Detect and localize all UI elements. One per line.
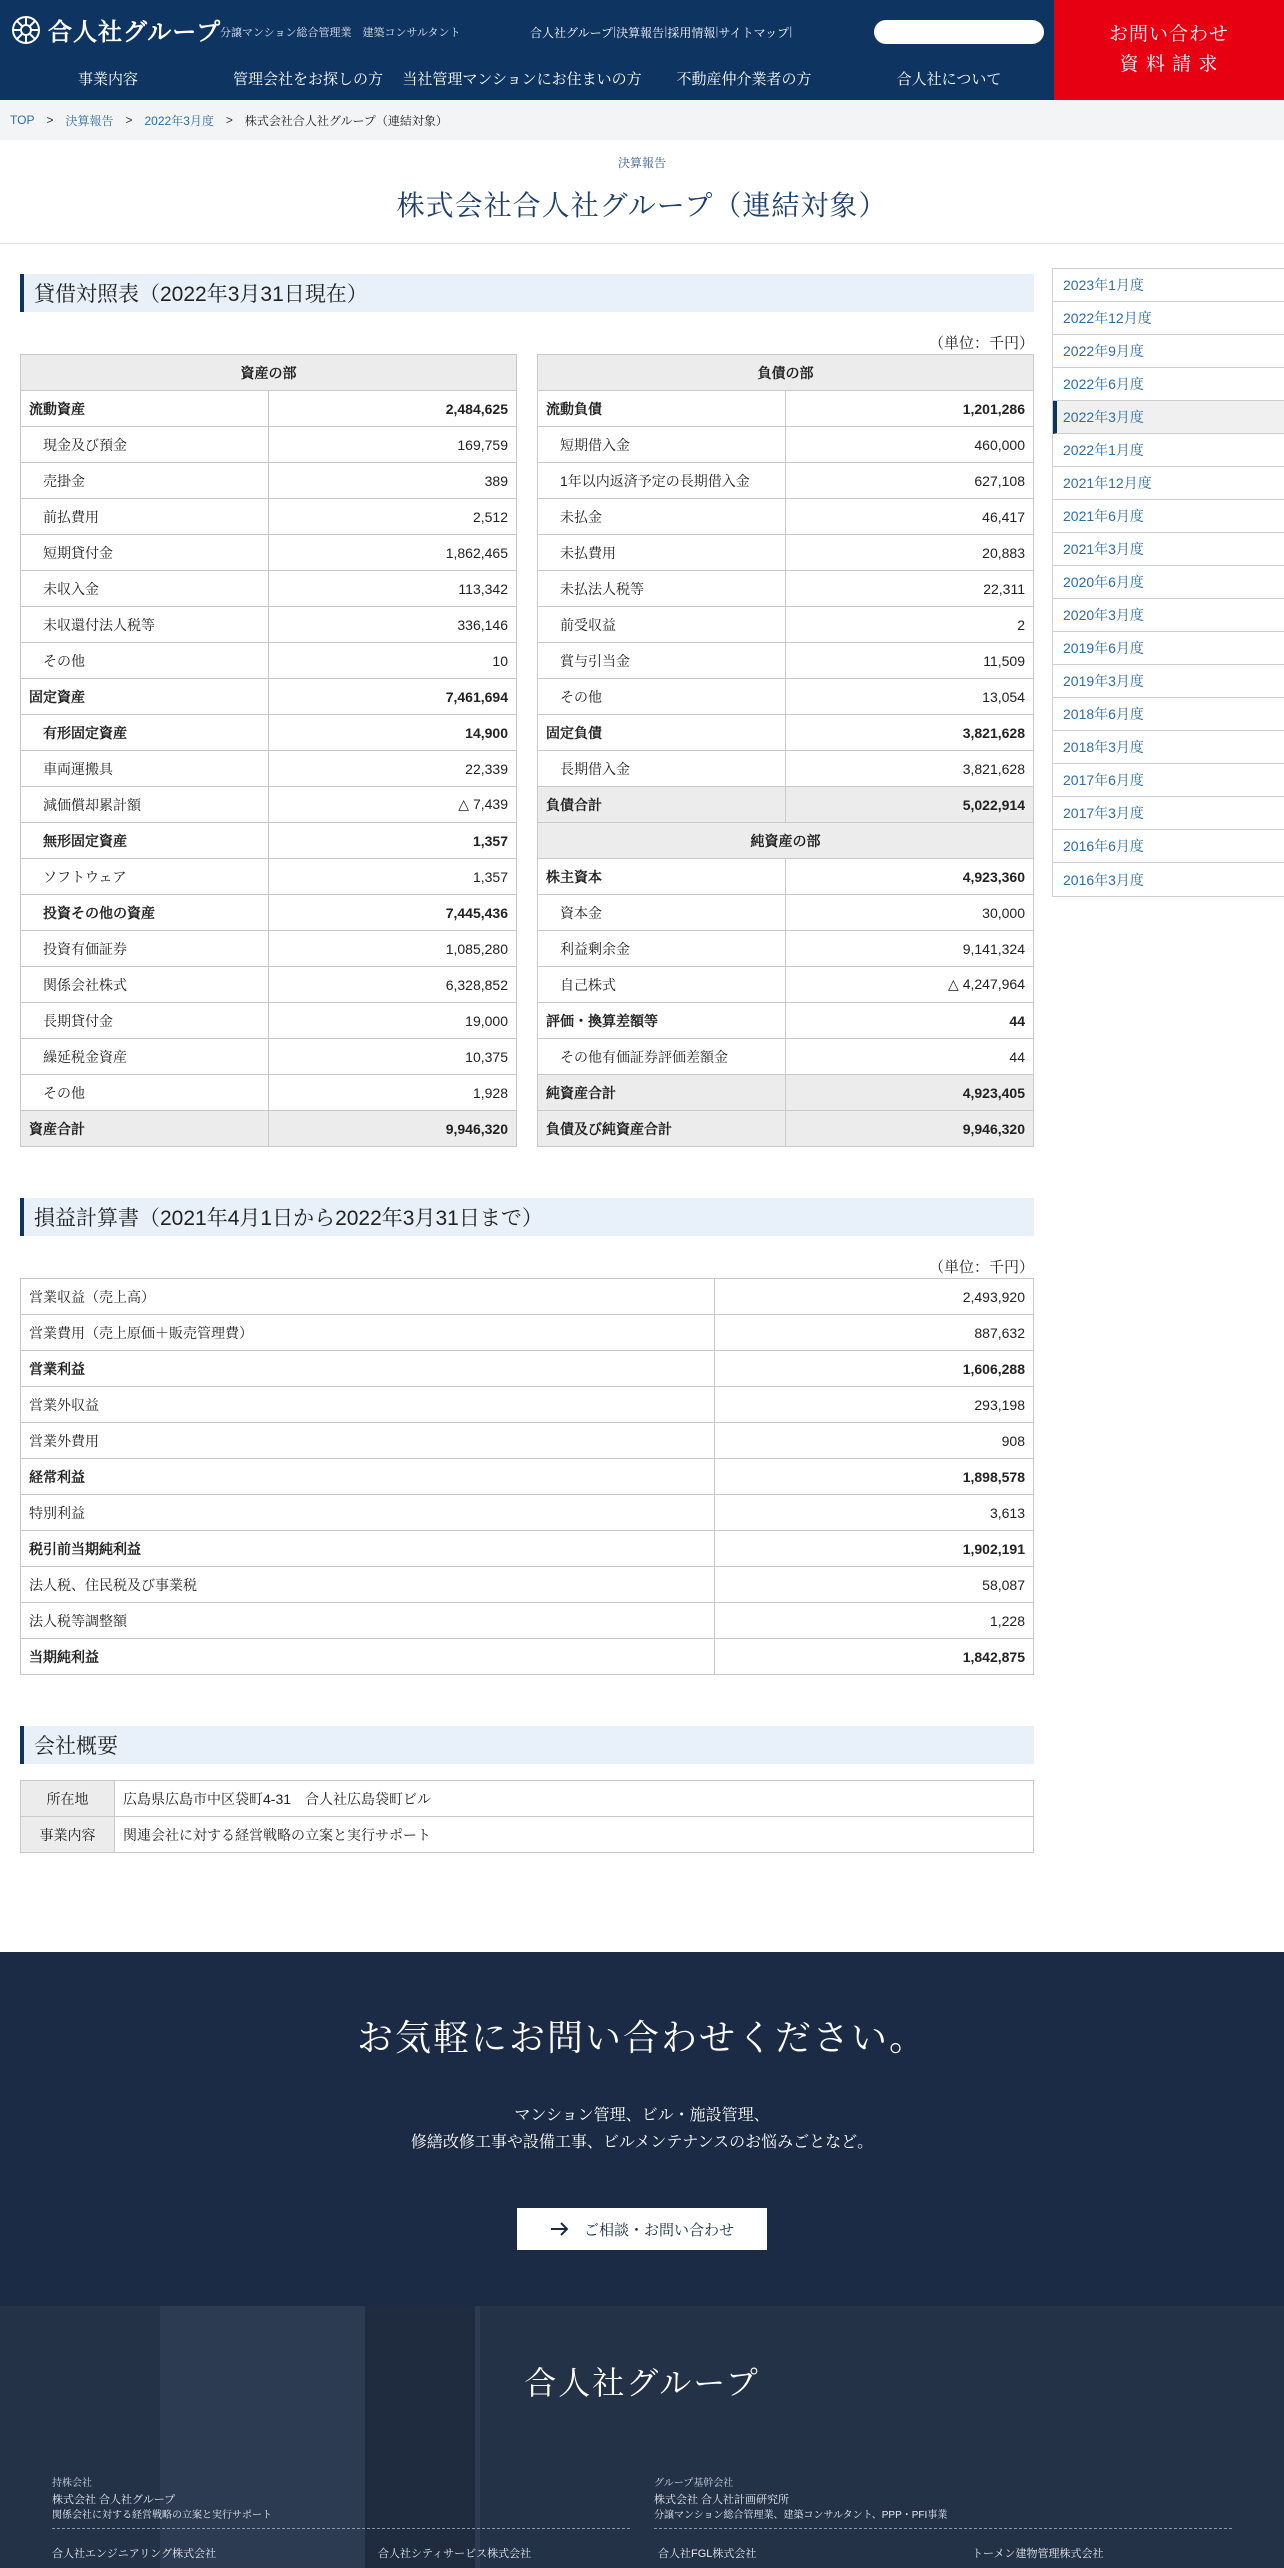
- row-label: 未収還付法人税等: [21, 607, 269, 643]
- row-label: 関係会社株式: [21, 967, 269, 1003]
- arrow-right-icon: [550, 2222, 570, 2236]
- row-label: 短期貸付金: [21, 535, 269, 571]
- balance-sheet-unit: （単位：千円）: [928, 335, 1034, 352]
- holding-name: 株式会社 合人社グループ: [52, 2494, 176, 2506]
- table-row: [21, 715, 517, 751]
- footer-company-1[interactable]: 合人社エンジニアリング株式会社: [52, 2548, 217, 2560]
- search-input[interactable]: [874, 20, 1044, 44]
- row-label: 法人税等調整額: [21, 1603, 715, 1639]
- row-label: 税引前当期純利益: [21, 1531, 715, 1567]
- row-value: 293,198: [715, 1387, 1034, 1423]
- row-label: ソフトウェア: [21, 859, 269, 895]
- topnav-separator: |: [715, 24, 719, 38]
- table-row: [538, 1075, 1034, 1111]
- row-value: 10: [269, 643, 517, 679]
- topnav-separator: |: [664, 24, 668, 38]
- nav-find-management[interactable]: 管理会社をお探しの方: [232, 70, 383, 88]
- sidebar-item-period[interactable]: 2017年3月度: [1053, 797, 1284, 830]
- table-row: [21, 1003, 517, 1039]
- row-label: 賞与引当金: [538, 643, 786, 679]
- footer-title: 合人社グループ: [524, 2365, 760, 2401]
- table-row: [538, 931, 1034, 967]
- row-value: 1,201,286: [786, 391, 1034, 427]
- breadcrumb-top[interactable]: TOP: [10, 113, 35, 127]
- table-header: 負債の部: [538, 355, 1034, 391]
- table-row: [21, 859, 517, 895]
- table-row: [538, 859, 1034, 895]
- row-value: 13,054: [786, 679, 1034, 715]
- table-row: [21, 607, 517, 643]
- row-value: 4,923,360: [786, 859, 1034, 895]
- research-name: 株式会社 合人社計画研究所: [654, 2494, 790, 2506]
- row-value: △ 7,439: [269, 787, 517, 823]
- table-header: 資産の部: [21, 355, 517, 391]
- table-row: [21, 751, 517, 787]
- row-label: 流動資産: [21, 391, 269, 427]
- row-label: 評価・換算差額等: [538, 1003, 786, 1039]
- company-overview-heading: 会社概要: [20, 1726, 1034, 1764]
- consult-contact-label: ご相談・お問い合わせ: [583, 2221, 734, 2239]
- table-row: [21, 823, 517, 859]
- nav-realtors[interactable]: 不動産仲介業者の方: [676, 70, 812, 88]
- sidebar-item-period[interactable]: 2022年6月度: [1053, 368, 1284, 401]
- row-label: 固定負債: [538, 715, 786, 751]
- row-label: 流動負債: [538, 391, 786, 427]
- row-value: 5,022,914: [786, 787, 1034, 823]
- table-row: [21, 1639, 1034, 1675]
- table-row: [538, 751, 1034, 787]
- main-nav: [0, 62, 1054, 94]
- table-row: [21, 1531, 1034, 1567]
- breadcrumb-reports[interactable]: 決算報告: [65, 113, 114, 128]
- sidebar-item-period[interactable]: 2021年3月度: [1053, 533, 1284, 566]
- sidebar-item-period[interactable]: 2018年3月度: [1053, 731, 1284, 764]
- row-value: 1,606,288: [715, 1351, 1034, 1387]
- row-value: 14,900: [269, 715, 517, 751]
- consult-contact-button[interactable]: [517, 2208, 767, 2250]
- site-footer: [0, 2306, 1284, 2568]
- income-statement-table: [20, 1278, 1034, 1675]
- row-value: 44: [786, 1039, 1034, 1075]
- sidebar-item-period[interactable]: 2022年9月度: [1053, 335, 1284, 368]
- nav-about[interactable]: 合人社について: [896, 70, 1002, 88]
- row-label: その他有価証券評価差額金: [538, 1039, 786, 1075]
- income-statement-unit: （単位：千円）: [928, 1259, 1034, 1276]
- row-label: 投資その他の資産: [21, 895, 269, 931]
- topnav-separator: |: [613, 24, 617, 38]
- cta-heading: お気軽にお問い合わせください。: [356, 2017, 927, 2058]
- table-row: [538, 1003, 1034, 1039]
- footer-holding-company[interactable]: [52, 2476, 272, 2524]
- row-label: 自己株式: [538, 967, 786, 1003]
- sidebar-item-period[interactable]: 2019年6月度: [1053, 632, 1284, 665]
- row-label: 長期貸付金: [21, 1003, 269, 1039]
- contact-label: お問い合わせ: [1108, 24, 1229, 45]
- topnav-financial-report[interactable]: 決算報告: [616, 26, 665, 40]
- row-label: その他: [21, 1075, 269, 1111]
- breadcrumb: [0, 100, 1284, 140]
- row-value: 389: [269, 463, 517, 499]
- table-row: [21, 1315, 1034, 1351]
- page-title-area: [0, 140, 1284, 244]
- footer-company-2[interactable]: 合人社シティサービス株式会社: [378, 2548, 532, 2560]
- row-value: 1,928: [269, 1075, 517, 1111]
- row-value: 3,821,628: [786, 751, 1034, 787]
- topnav-group[interactable]: 合人社グループ: [530, 26, 614, 40]
- row-label: 投資有価証券: [21, 931, 269, 967]
- brochure-label: 資 料 請 求: [1119, 54, 1219, 75]
- company-value: 広島県広島市中区袋町4-31 合人社広島袋町ビル: [115, 1781, 1034, 1817]
- row-label: 利益剰余金: [538, 931, 786, 967]
- row-value: 887,632: [715, 1315, 1034, 1351]
- row-value: 2,493,920: [715, 1279, 1034, 1315]
- table-row: [538, 427, 1034, 463]
- cta-description: [0, 2102, 1284, 2156]
- row-label: その他: [538, 679, 786, 715]
- row-label: 営業費用（売上原価＋販売管理費）: [21, 1315, 715, 1351]
- table-row: [538, 715, 1034, 751]
- table-row: [538, 895, 1034, 931]
- row-value: 908: [715, 1423, 1034, 1459]
- row-label: 純資産合計: [538, 1075, 786, 1111]
- row-value: 1,842,875: [715, 1639, 1034, 1675]
- holding-label: 持株会社: [52, 2478, 92, 2489]
- table-row: [21, 895, 517, 931]
- breadcrumb-period[interactable]: 2022年3月度: [144, 113, 214, 128]
- table-row: [538, 391, 1034, 427]
- topnav-recruit[interactable]: 採用情報: [667, 26, 716, 40]
- footer-company-3[interactable]: 合人社FGL株式会社: [658, 2548, 757, 2560]
- row-value: 7,461,694: [269, 679, 517, 715]
- site-header: [0, 0, 1284, 100]
- table-row: [21, 391, 517, 427]
- table-row: [21, 1423, 1034, 1459]
- table-row: [21, 643, 517, 679]
- company-key: 事業内容: [21, 1817, 115, 1853]
- row-value: 113,342: [269, 571, 517, 607]
- holding-desc: 関係会社に対する経営戦略の立案と実行サポート: [52, 2510, 272, 2521]
- table-row: [21, 1039, 517, 1075]
- footer-divider: [52, 2528, 630, 2529]
- row-value: 30,000: [786, 895, 1034, 931]
- logo-text: 合人社グループ: [48, 19, 222, 46]
- breadcrumb-separator: >: [46, 113, 54, 127]
- page-category: 決算報告: [617, 156, 666, 170]
- row-value: 1,228: [715, 1603, 1034, 1639]
- table-row: [538, 679, 1034, 715]
- logo-mark-icon: [10, 14, 42, 46]
- sidebar-item-period[interactable]: 2021年12月度: [1053, 467, 1284, 500]
- table-row: [538, 967, 1034, 1003]
- sidebar-item-period[interactable]: 2020年6月度: [1053, 566, 1284, 599]
- nav-business[interactable]: 事業内容: [77, 70, 138, 88]
- row-label: 長期借入金: [538, 751, 786, 787]
- row-label: 負債合計: [538, 787, 786, 823]
- row-label: 有形固定資産: [21, 715, 269, 751]
- table-row: [538, 607, 1034, 643]
- table-row: [21, 1351, 1034, 1387]
- row-label: 未払金: [538, 499, 786, 535]
- row-label: 営業収益（売上高）: [21, 1279, 715, 1315]
- table-header-row: [21, 355, 517, 391]
- row-value: 22,339: [269, 751, 517, 787]
- row-label: 短期借入金: [538, 427, 786, 463]
- row-value: 2,484,625: [269, 391, 517, 427]
- row-label: 営業外費用: [21, 1423, 715, 1459]
- row-value: 10,375: [269, 1039, 517, 1075]
- row-label: 営業利益: [21, 1351, 715, 1387]
- breadcrumb-separator: >: [225, 113, 233, 127]
- table-row: [538, 787, 1034, 823]
- table-row: [21, 1075, 517, 1111]
- row-value: 336,146: [269, 607, 517, 643]
- row-value: 11,509: [786, 643, 1034, 679]
- table-row: [21, 1567, 1034, 1603]
- company-key: 所在地: [21, 1781, 115, 1817]
- row-label: 特別利益: [21, 1495, 715, 1531]
- row-label: 経常利益: [21, 1459, 715, 1495]
- sidebar-item-period[interactable]: 2022年1月度: [1053, 434, 1284, 467]
- row-label: 資本金: [538, 895, 786, 931]
- company-row: [21, 1781, 1034, 1817]
- table-header-row: [538, 823, 1034, 859]
- topnav-sitemap[interactable]: サイトマップ: [718, 26, 790, 40]
- liabilities-table: [537, 354, 1034, 1147]
- site-logo[interactable]: [10, 12, 221, 47]
- table-row: [538, 535, 1034, 571]
- row-label: 法人税、住民税及び事業税: [21, 1567, 715, 1603]
- contact-cta-section: [0, 1952, 1284, 2306]
- table-row: [21, 1279, 1034, 1315]
- table-row: [21, 1387, 1034, 1423]
- row-value: 9,946,320: [269, 1111, 517, 1147]
- breadcrumb-separator: >: [125, 113, 133, 127]
- table-row: [21, 1603, 1034, 1639]
- row-label: 減価償却累計額: [21, 787, 269, 823]
- row-label: 1年以内返済予定の長期借入金: [538, 463, 786, 499]
- row-value: 19,000: [269, 1003, 517, 1039]
- row-value: 4,923,405: [786, 1075, 1034, 1111]
- table-row: [538, 643, 1034, 679]
- sidebar-item-period[interactable]: 2019年3月度: [1053, 665, 1284, 698]
- row-value: 2,512: [269, 499, 517, 535]
- table-row: [21, 535, 517, 571]
- row-value: 1,357: [269, 823, 517, 859]
- assets-table: [20, 354, 517, 1147]
- footer-research-company[interactable]: [654, 2476, 947, 2524]
- row-label: その他: [21, 643, 269, 679]
- table-row: [21, 967, 517, 1003]
- row-value: 46,417: [786, 499, 1034, 535]
- table-row: [538, 499, 1034, 535]
- sidebar-item-period[interactable]: 2021年6月度: [1053, 500, 1284, 533]
- row-label: 無形固定資産: [21, 823, 269, 859]
- row-label: 固定資産: [21, 679, 269, 715]
- row-value: 1,902,191: [715, 1531, 1034, 1567]
- table-row: [21, 1459, 1034, 1495]
- row-label: 繰延税金資産: [21, 1039, 269, 1075]
- table-row: [538, 1111, 1034, 1147]
- row-label: 負債及び純資産合計: [538, 1111, 786, 1147]
- row-label: 資産合計: [21, 1111, 269, 1147]
- sidebar-item-period[interactable]: 2017年6月度: [1053, 764, 1284, 797]
- company-value: 関連会社に対する経営戦略の立案と実行サポート: [115, 1817, 1034, 1853]
- footer-company-4[interactable]: トーメン建物管理株式会社: [972, 2548, 1104, 2560]
- row-label: 営業外収益: [21, 1387, 715, 1423]
- table-row: [21, 679, 517, 715]
- row-value: 1,085,280: [269, 931, 517, 967]
- row-label: 車両運搬具: [21, 751, 269, 787]
- row-value: 6,328,852: [269, 967, 517, 1003]
- row-label: 未払法人税等: [538, 571, 786, 607]
- row-value: 460,000: [786, 427, 1034, 463]
- table-row: [21, 1495, 1034, 1531]
- topnav-separator: |: [789, 24, 793, 38]
- table-row: [21, 499, 517, 535]
- nav-residents[interactable]: 当社管理マンションにお住まいの方: [402, 70, 642, 88]
- sidebar-item-period[interactable]: 2016年3月度: [1063, 871, 1144, 888]
- row-label: 前受収益: [538, 607, 786, 643]
- company-overview-table: [20, 1780, 1034, 1853]
- row-value: 20,883: [786, 535, 1034, 571]
- sidebar-item-period[interactable]: 2022年12月度: [1053, 302, 1284, 335]
- row-value: 9,946,320: [786, 1111, 1034, 1147]
- balance-sheet-heading: 貸借対照表（2022年3月31日現在）: [20, 274, 1034, 312]
- cta-line-1: マンション管理、ビル・施設管理、: [514, 2107, 770, 2124]
- row-label: 前払費用: [21, 499, 269, 535]
- row-value: 1,862,465: [269, 535, 517, 571]
- row-value: 169,759: [269, 427, 517, 463]
- income-statement-heading: 損益計算書（2021年4月1日から2022年3月31日まで）: [20, 1198, 1034, 1236]
- row-value: 2: [786, 607, 1034, 643]
- row-label: 当期純利益: [21, 1639, 715, 1675]
- row-value: 7,445,436: [269, 895, 517, 931]
- row-value: 44: [786, 1003, 1034, 1039]
- row-value: 58,087: [715, 1567, 1034, 1603]
- row-label: 未収入金: [21, 571, 269, 607]
- table-row: [21, 931, 517, 967]
- breadcrumb-current: 株式会社合人社グループ（連結対象）: [244, 113, 448, 128]
- table-header: 純資産の部: [538, 823, 1034, 859]
- row-value: 3,821,628: [786, 715, 1034, 751]
- table-header-row: [538, 355, 1034, 391]
- table-row: [21, 463, 517, 499]
- research-label: グループ基幹会社: [654, 2478, 734, 2489]
- table-row: [21, 1111, 517, 1147]
- sidebar-item-period[interactable]: 2018年6月度: [1053, 698, 1284, 731]
- table-row: [21, 571, 517, 607]
- table-row: [538, 571, 1034, 607]
- research-desc: 分譲マンション総合管理業、建築コンサルタント、PPP・PFI事業: [654, 2510, 948, 2521]
- row-value: 22,311: [786, 571, 1034, 607]
- header-tagline: 分譲マンション総合管理業 建築コンサルタント: [220, 27, 461, 39]
- row-value: 627,108: [786, 463, 1034, 499]
- row-label: 現金及び預金: [21, 427, 269, 463]
- cta-line-2: 修繕改修工事や設備工事、ビルメンテナンスのお悩みごとなど。: [410, 2134, 874, 2151]
- sidebar-item-period[interactable]: 2023年1月度: [1053, 269, 1284, 302]
- table-row: [21, 787, 517, 823]
- period-sidebar: [1052, 268, 1284, 897]
- row-label: 未払費用: [538, 535, 786, 571]
- table-row: [21, 427, 517, 463]
- table-row: [538, 463, 1034, 499]
- row-value: 1,357: [269, 859, 517, 895]
- page-title: 株式会社合人社グループ（連結対象）: [396, 190, 888, 221]
- row-value: 9,141,324: [786, 931, 1034, 967]
- row-label: 売掛金: [21, 463, 269, 499]
- sidebar-item-period[interactable]: 2022年3月度: [1053, 401, 1284, 434]
- contact-request-button[interactable]: [1054, 0, 1284, 100]
- footer-divider: [654, 2528, 1232, 2529]
- row-label: 株主資本: [538, 859, 786, 895]
- row-value: △ 4,247,964: [786, 967, 1034, 1003]
- top-utility-nav: [530, 24, 792, 41]
- sidebar-item-period[interactable]: 2016年6月度: [1053, 830, 1284, 863]
- sidebar-item-period[interactable]: 2020年3月度: [1053, 599, 1284, 632]
- row-value: 1,898,578: [715, 1459, 1034, 1495]
- row-value: 3,613: [715, 1495, 1034, 1531]
- company-row: [21, 1817, 1034, 1853]
- table-row: [538, 1039, 1034, 1075]
